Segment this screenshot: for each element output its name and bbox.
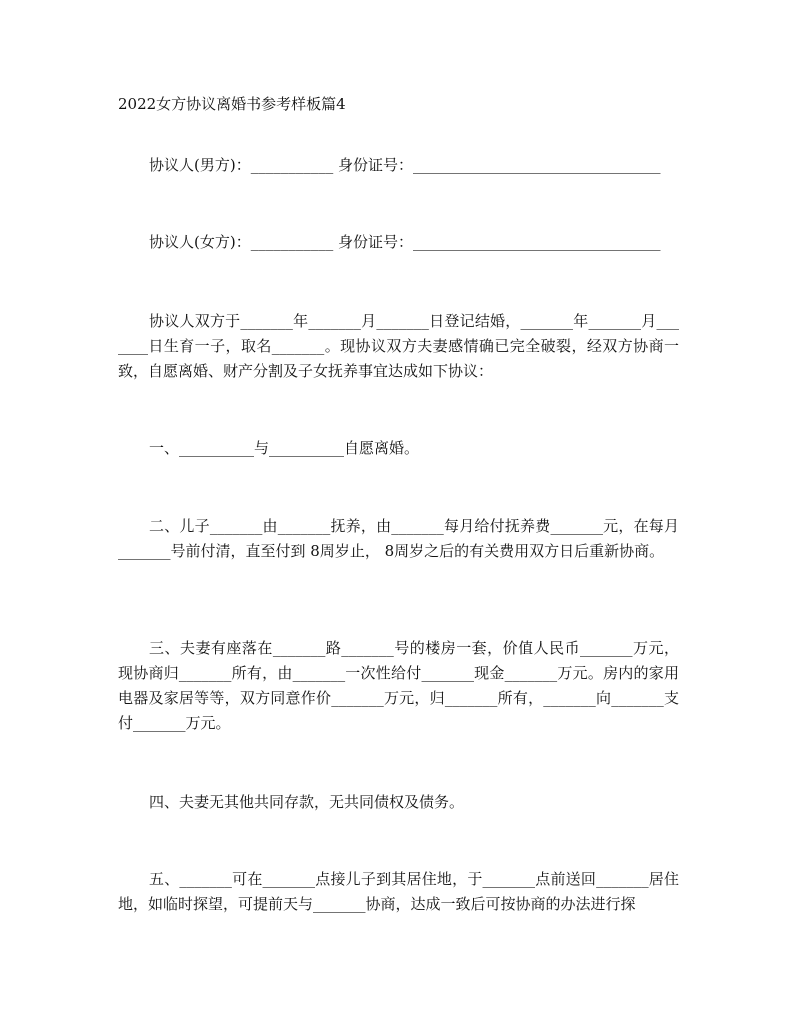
clause-4: 四、夫妻无其他共同存款，无共同债权及债务。 xyxy=(149,793,465,811)
document-title: 2022女方协议离婚书参考样板篇4 xyxy=(118,95,346,113)
male-party-line: 协议人(男方)：___________ 身份证号：_________________________________ xyxy=(149,156,661,174)
female-party-line: 协议人(女方)：___________ 身份证号：_________________________________ xyxy=(149,233,661,251)
clause-5: 五、_______可在_______点接儿子到其居住地，于_______点前送回_______居住地，如临时探望，可提前天与_______协商，达成一致后可按协商的办法进行探 xyxy=(118,870,679,913)
intro-paragraph: 协议人双方于_______年_______月_______日登记结婚，_______年_______月_______日生育一子，取名_______。现协议双方夫妻感情确已完全破裂，经双方协商一致，自愿离婚、财产分割及子女抚养事宜达成如下协议： xyxy=(118,312,679,380)
clause-2: 二、儿子_______由_______抚养，由_______每月给付抚养费_______元，在每月_______号前付清，直至付到 8周岁止， 8周岁之后的有关费用双方日后重新协商。 xyxy=(118,517,679,560)
clause-1: 一、__________与__________自愿离婚。 xyxy=(149,439,420,457)
clause-3: 三、夫妻有座落在_______路_______号的楼房一套，价值人民币_______万元，现协商归_______所有，由_______一次性给付_______现金_______万元。房内的家用电器及家居等等，双方同意作价_______万元，归_______所有，_______向_______支付_______万元。 xyxy=(118,639,679,732)
